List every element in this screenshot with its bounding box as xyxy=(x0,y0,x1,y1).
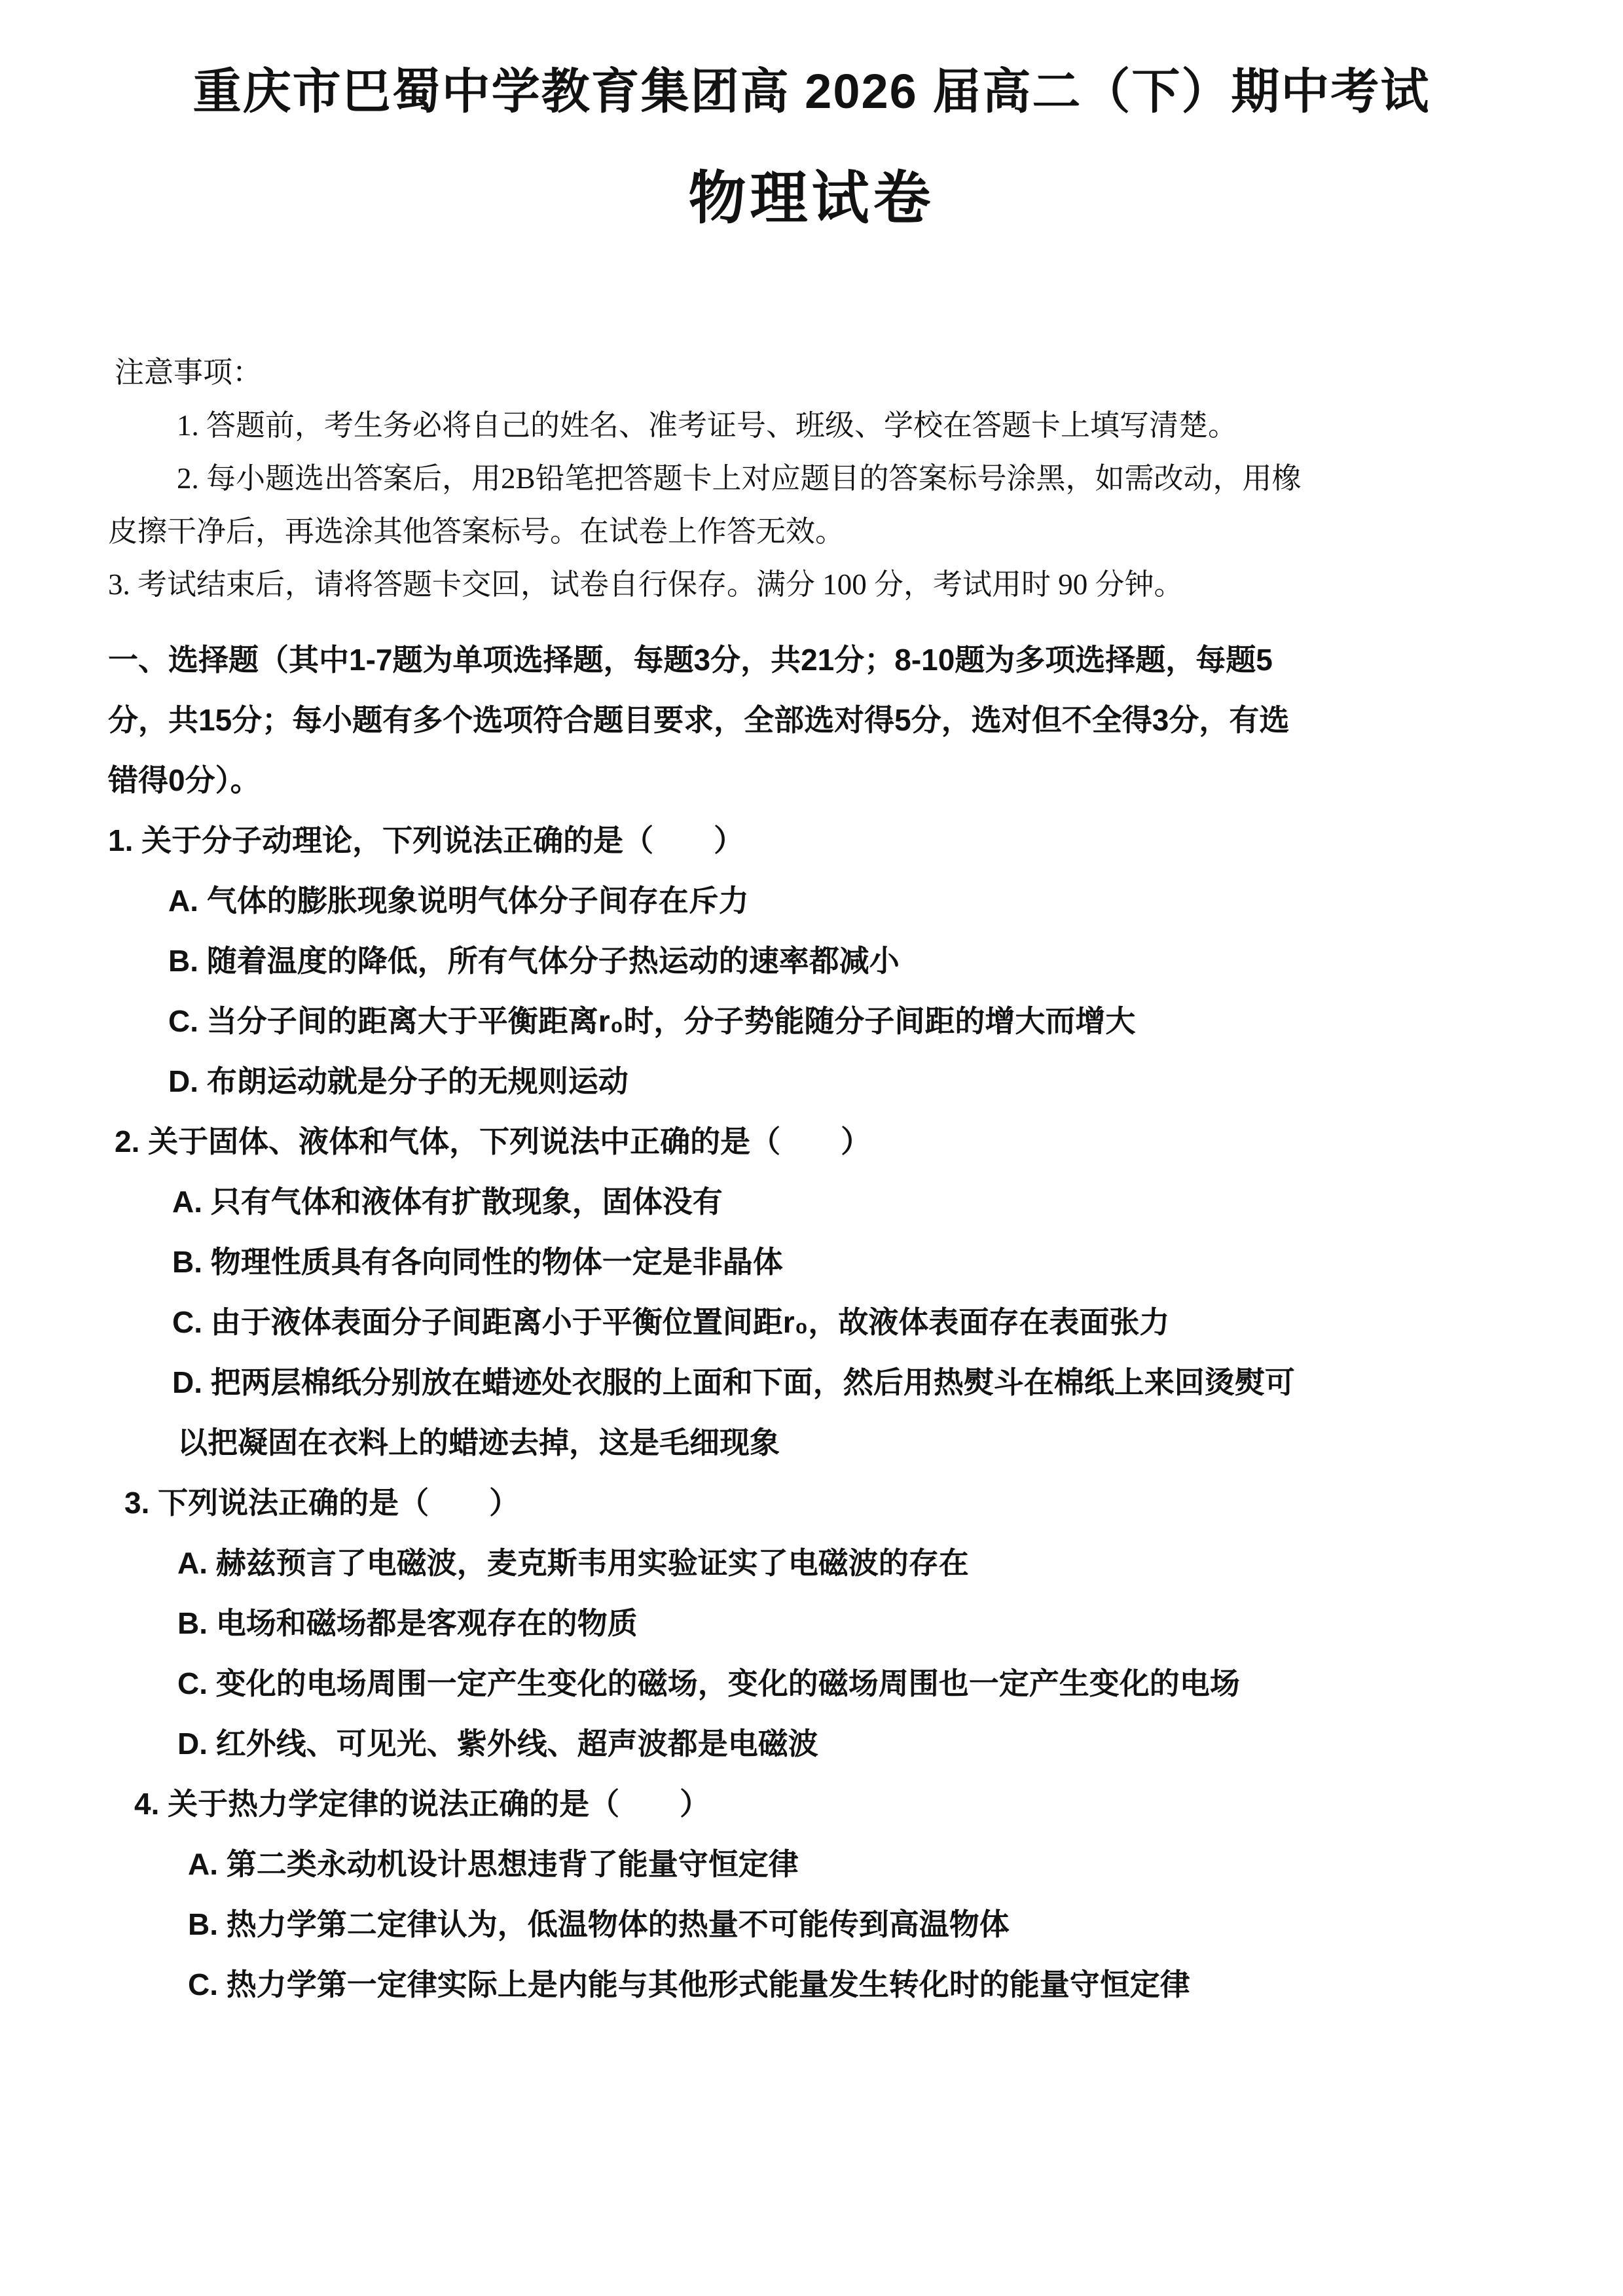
title-block xyxy=(0,0,1623,236)
section-heading-line-3: 错得0分）。 xyxy=(108,762,261,797)
question-2-option-a: A. 只有气体和液体有扩散现象，固体没有 xyxy=(172,1184,723,1219)
choice-section xyxy=(108,630,1544,2015)
question-1 xyxy=(108,810,1544,1111)
question-2-option-d-line-2: 以把凝固在衣料上的蜡迹去掉，这是毛细现象 xyxy=(177,1425,780,1460)
question-1-option-b: B. 随着温度的降低，所有气体分子热运动的速率都减小 xyxy=(168,943,900,978)
question-2-option-d-line-1: D. 把两层棉纸分别放在蜡迹处衣服的上面和下面，然后用热熨斗在棉纸上来回烫熨可 xyxy=(172,1365,1295,1399)
notice-item-2-line-2: 皮擦干净后，再选涂其他答案标号。在试卷上作答无效。 xyxy=(108,514,845,548)
question-3-option-a: A. 赫兹预言了电磁波，麦克斯韦用实验证实了电磁波的存在 xyxy=(177,1545,969,1580)
notice-section xyxy=(108,346,1544,611)
question-2-option-b: B. 物理性质具有各向同性的物体一定是非晶体 xyxy=(172,1244,783,1279)
question-4-option-a: A. 第二类永动机设计思想违背了能量守恒定律 xyxy=(188,1846,799,1881)
question-1-option-d: D. 布朗运动就是分子的无规则运动 xyxy=(168,1064,629,1098)
question-4-option-b: B. 热力学第二定律认为，低温物体的热量不可能传到高温物体 xyxy=(188,1907,1010,1941)
question-1-option-c: C. 当分子间的距离大于平衡距离r₀时，分子势能随分子间距的增大而增大 xyxy=(168,1003,1136,1038)
exam-title: 重庆市巴蜀中学教育集团高 2026 届高二（下）期中考试 xyxy=(192,64,1431,118)
section-heading-line-2: 分，共15分；每小题有多个选项符合题目要求，全部选对得5分，选对但不全得3分，有选 xyxy=(108,702,1290,737)
notice-item-2-line-1: 2. 每小题选出答案后，用2B铅笔把答题卡上对应题目的答案标号涂黑，如需改动，用橡 xyxy=(177,461,1302,495)
paper-subject-title: 物理试卷 xyxy=(688,166,935,231)
section-heading-line-1: 一、选择题（其中1-7题为单项选择题，每题3分，共21分；8-10题为多项选择题，每题5 xyxy=(108,642,1273,677)
question-3-stem: 3. 下列说法正确的是（ ） xyxy=(124,1485,520,1520)
question-2-stem: 2. 关于固体、液体和气体，下列说法中正确的是（ ） xyxy=(115,1124,871,1158)
notice-item-1: 1. 答题前，考生务必将自己的姓名、准考证号、班级、学校在答题卡上填写清楚。 xyxy=(177,408,1238,442)
question-4 xyxy=(108,1774,1544,2015)
question-1-option-a: A. 气体的膨胀现象说明气体分子间存在斥力 xyxy=(168,883,749,918)
question-4-option-c: C. 热力学第一定律实际上是内能与其他形式能量发生转化时的能量守恒定律 xyxy=(188,1967,1190,2001)
page-content xyxy=(0,346,1623,2015)
question-2 xyxy=(108,1111,1544,1473)
question-3-option-b: B. 电场和磁场都是客观存在的物质 xyxy=(177,1605,638,1640)
notice-heading: 注意事项： xyxy=(115,355,263,389)
question-3 xyxy=(108,1473,1544,1774)
question-4-stem: 4. 关于热力学定律的说法正确的是（ ） xyxy=(134,1786,710,1821)
question-1-stem: 1. 关于分子动理论，下列说法正确的是（ ） xyxy=(108,823,744,857)
question-2-option-c: C. 由于液体表面分子间距离小于平衡位置间距r₀，故液体表面存在表面张力 xyxy=(172,1304,1170,1339)
notice-item-3: 3. 考试结束后，请将答题卡交回，试卷自行保存。满分 100 分，考试用时 90 分钟。 xyxy=(108,567,1184,601)
question-3-option-c: C. 变化的电场周围一定产生变化的磁场，变化的磁场周围也一定产生变化的电场 xyxy=(177,1666,1240,1700)
question-3-option-d: D. 红外线、可见光、紫外线、超声波都是电磁波 xyxy=(177,1726,818,1761)
